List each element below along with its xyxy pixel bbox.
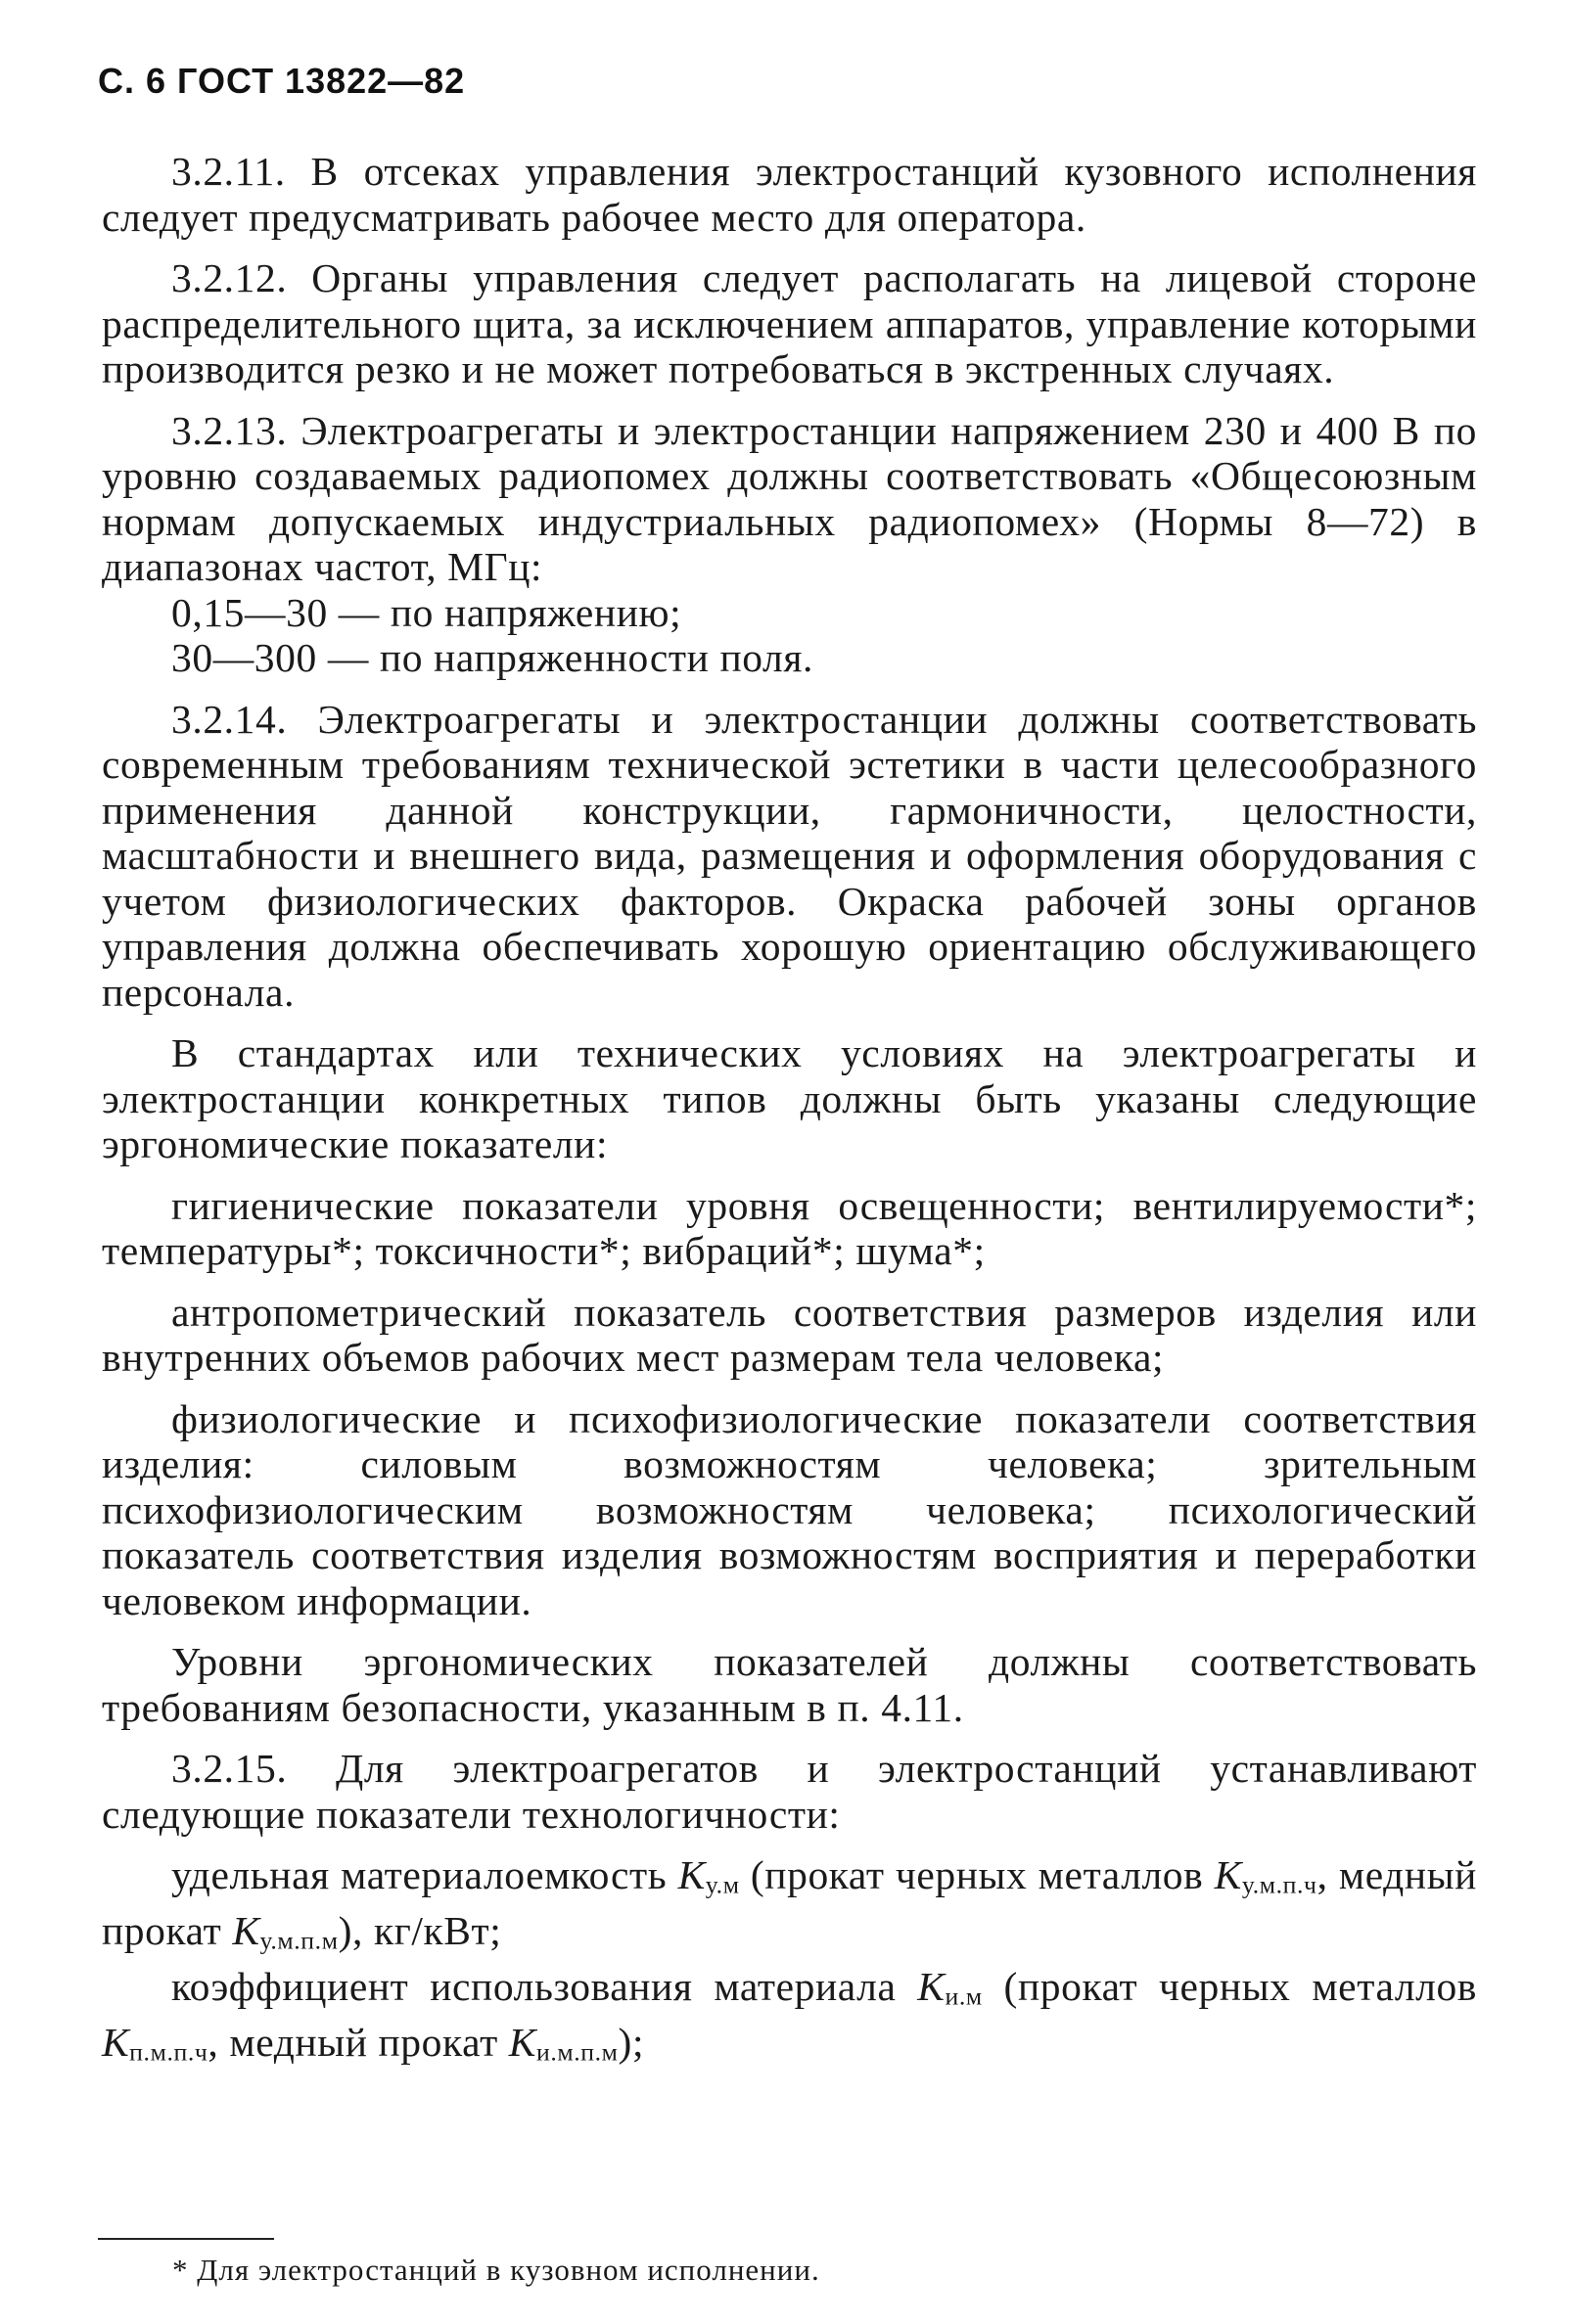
paragraph-3-2-14: 3.2.14. Электроагрегаты и электростанции должны соответствовать современным требованиям технической эстетики в части целесообразного применения данной конструкции, гармоничности, целостности, масштабности и внешнего вида, размещения и оформления оборудования с учетом физиологических факторов. Окраска рабочей зоны органов управления должна обеспечивать хорошую ориентацию обслуживающего персонала. [102, 696, 1477, 1015]
formula1-sub3: у.м.п.м [259, 1926, 339, 1955]
paragraph-3-2-13: 3.2.13. Электроагрегаты и электростанции напряжением 230 и 400 В по уровню создаваемых радиопомех должны соответствовать «Общесоюзным нормам допускаемых индустриальных радиопомех» (Нормы 8—72) в диапазонах частот, МГц: [102, 407, 1477, 589]
formula2-var1: К [917, 1964, 946, 2010]
paragraph-3-2-11: 3.2.11. В отсеках управления электростанций кузовного исполнения следует предусматривать рабочее место для оператора. [102, 149, 1477, 240]
formula1-var1: К [677, 1852, 706, 1897]
formula2-var2: К [102, 2020, 130, 2066]
paragraph-standards: В стандартах или технических условиях на электроагрегаты и электростанции конкретных типов должны быть указаны следующие эргономические показатели: [102, 1030, 1477, 1166]
formula1-text-d: ), кг/кВт; [338, 1908, 502, 1954]
frequency-range-field: 30—300 — по напряженности поля. [171, 635, 814, 680]
formula2-sub3: и.м.п.м [535, 2038, 619, 2067]
formula1-text-c: , медный прокат [102, 1852, 1477, 1954]
footnote: * Для электростанций в кузовном исполнении. [172, 2253, 820, 2287]
formula2-sub2: п.м.п.ч [129, 2038, 208, 2067]
paragraph-hygienic: гигиенические показатели уровня освещенности; вентилируемости*; температуры*; токсичности*; вибраций*; шума*; [102, 1182, 1477, 1273]
formula1-text-a: удельная материалоемкость [171, 1852, 678, 1897]
paragraph-anthropometric: антропометрический показатель соответствия размеров изделия или внутренних объемов рабочих мест размерам тела человека; [102, 1289, 1477, 1380]
formula2-text-d: ); [618, 2020, 645, 2066]
formula1-text-b: (прокат черных металлов [739, 1852, 1215, 1897]
footnote-divider [98, 2238, 274, 2240]
formula1-var3: К [232, 1908, 260, 1954]
formula1-var2: К [1214, 1852, 1242, 1897]
formula2-text-a: коэффициент использования материала [171, 1964, 918, 2010]
paragraph-physiological: физиологические и психофизиологические показатели соответствия изделия: силовым возможностям человека; зрительным психофизиологическим возможностям человека; психологический показатель соответствия изделия возможностям восприятия и переработки человеком информации. [102, 1395, 1477, 1623]
formula2-var3: К [508, 2020, 536, 2066]
paragraph-3-2-12: 3.2.12. Органы управления следует располагать на лицевой стороне распределительного щита, за исключением аппаратов, управление которыми производится резко и не может потребоваться в экстренных случаях. [102, 255, 1477, 391]
document-body [102, 149, 1477, 2076]
formula1-sub1: у.м [705, 1870, 740, 1899]
paragraph-levels: Уровни эргономических показателей должны соответствовать требованиям безопасности, указанным в п. 4.11. [102, 1639, 1477, 1730]
frequency-range-voltage: 0,15—30 — по напряжению; [171, 589, 682, 635]
formula-material-intensity [102, 1852, 1477, 1964]
formula2-text-c: , медный прокат [208, 2020, 509, 2066]
formula2-sub1: и.м [945, 1982, 983, 2011]
paragraph-3-2-15: 3.2.15. Для электроагрегатов и электростанций устанавливают следующие показатели технологичности: [102, 1746, 1477, 1837]
page-header: С. 6 ГОСТ 13822—82 [98, 61, 466, 101]
formula-material-utilization [102, 1964, 1477, 2075]
formula1-sub2: у.м.п.ч [1241, 1870, 1317, 1899]
formula2-text-b: (прокат черных металлов [982, 1964, 1477, 2010]
